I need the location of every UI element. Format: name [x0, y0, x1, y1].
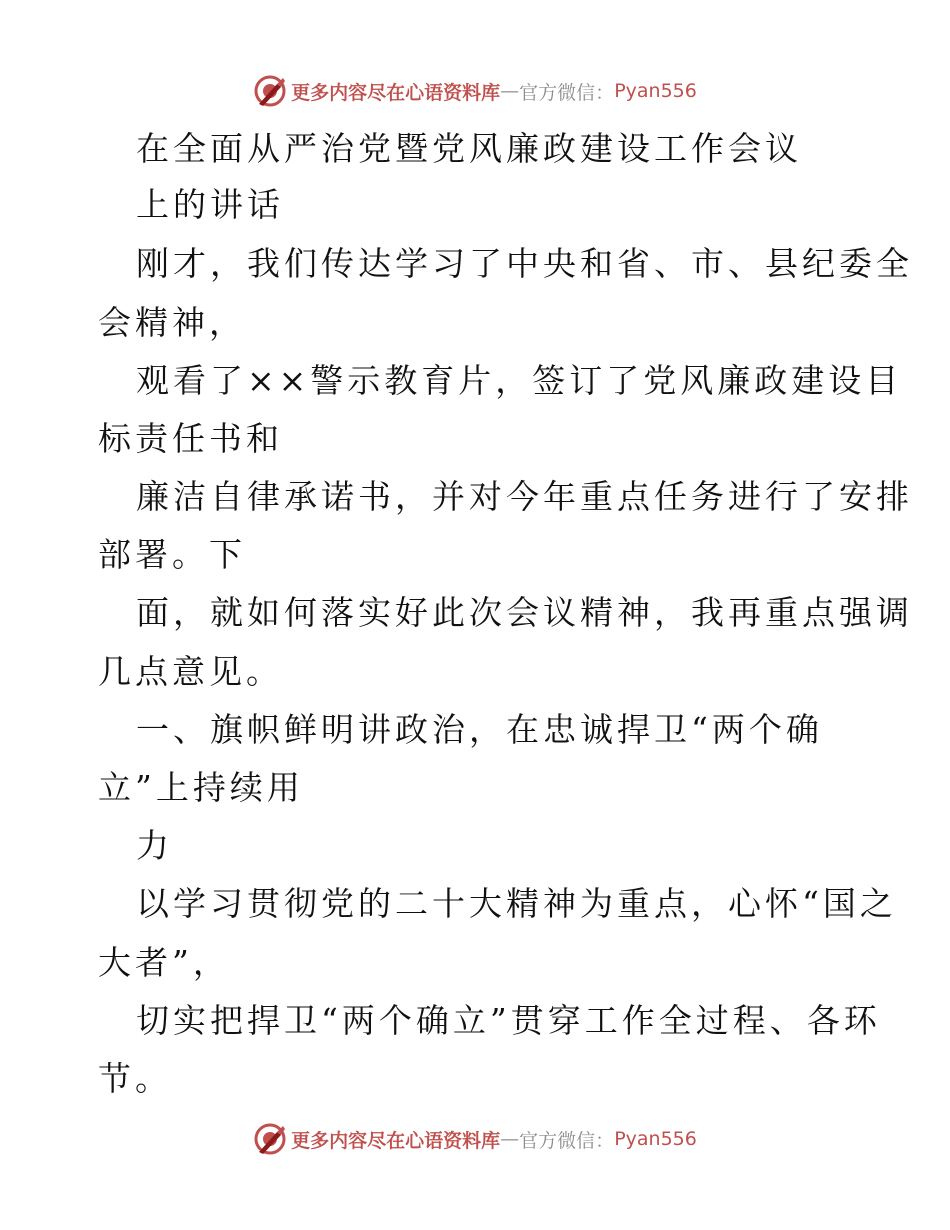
watermark-label: 官方微信：: [519, 1129, 615, 1152]
paragraph-line: 以学习贯彻党的二十大精神为重点，心怀“国之: [136, 884, 897, 923]
watermark-wechat-id: Pyan556: [614, 1128, 697, 1150]
paragraph-line: 标责任书和: [98, 419, 283, 458]
watermark-separator: —: [500, 1128, 520, 1150]
paragraph-line: 廉洁自律承诺书，并对今年重点任务进行了安排: [136, 477, 913, 516]
header-watermark: [0, 71, 950, 111]
watermark-wechat-id: Pyan556: [614, 80, 697, 102]
document-title-line: 上的讲话: [136, 185, 284, 224]
document-title-line: 在全面从严治党暨党风廉政建设工作会议: [136, 129, 802, 168]
footer-watermark: [0, 1119, 950, 1159]
section-heading-line: 立”上持续用: [98, 768, 304, 807]
paragraph-line: 几点意见。: [98, 652, 283, 691]
watermark-label: 官方微信：: [519, 81, 615, 104]
watermark-separator: —: [500, 80, 520, 102]
section-heading-line: 力: [136, 826, 173, 865]
section-heading-line: 一、旗帜鲜明讲政治，在忠诚捍卫“两个确: [136, 710, 823, 749]
paragraph-line: 切实把捍卫“两个确立”贯穿工作全过程、各环: [136, 1001, 881, 1040]
pen-logo-icon: [253, 1122, 287, 1156]
pen-logo-icon: [253, 74, 287, 108]
watermark-text: 更多内容尽在心语资料库: [291, 81, 501, 104]
paragraph-line: 大者”，: [98, 943, 230, 982]
paragraph-line: 部署。下: [98, 535, 246, 574]
paragraph-line: 观看了××警示教育片，签订了党风廉政建设目: [136, 361, 903, 400]
paragraph-line: 节。: [98, 1059, 172, 1098]
paragraph-line: 面，就如何落实好此次会议精神，我再重点强调: [136, 593, 913, 632]
paragraph-line: 会精神，: [98, 303, 246, 342]
watermark-text: 更多内容尽在心语资料库: [291, 1129, 501, 1152]
paragraph-line: 刚才，我们传达学习了中央和省、市、县纪委全: [136, 244, 913, 283]
